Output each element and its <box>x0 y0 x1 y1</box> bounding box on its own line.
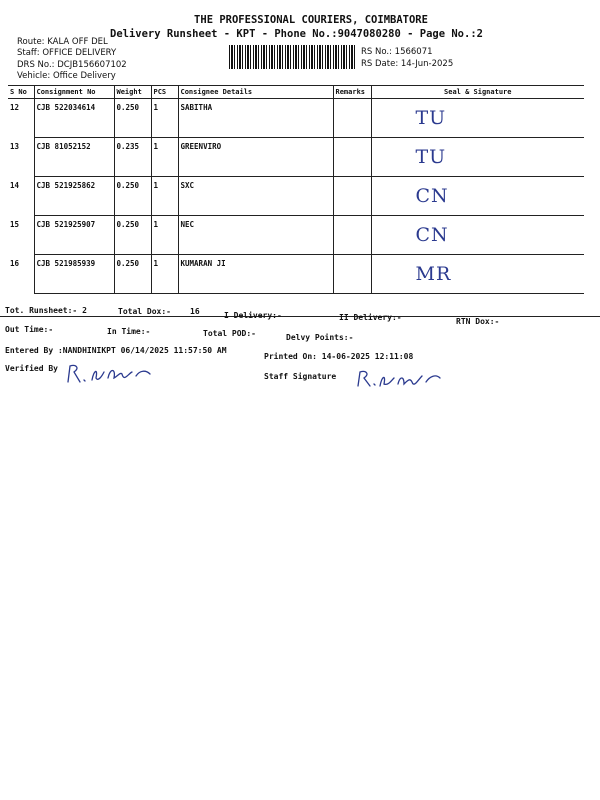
cell-sno: 15 <box>10 219 20 229</box>
cell-weight: 0.235 <box>114 138 151 177</box>
company-title: THE PROFESSIONAL COURIERS, COIMBATORE <box>194 14 428 26</box>
handwritten-signature: TU <box>415 107 447 129</box>
col-header-consignee: Consignee Details <box>178 86 333 99</box>
cell-weight: 0.250 <box>114 255 151 294</box>
cell-consignee: GREENVIRO <box>178 138 333 177</box>
in-time-label: In Time:- <box>107 327 151 336</box>
cell-weight: 0.250 <box>114 216 151 255</box>
handwritten-signature: MR <box>415 263 452 285</box>
verifier-signature-scribble <box>62 360 154 388</box>
cell-signature <box>371 177 584 216</box>
cell-sno: 12 <box>10 103 20 112</box>
cell-consignment: CJB 521985939 <box>34 255 114 294</box>
summary-divider <box>0 316 600 317</box>
cell-consignee: KUMARAN JI <box>178 255 333 294</box>
handwritten-signature: TU <box>415 146 447 168</box>
out-time-label: Out Time:- <box>5 325 54 334</box>
cell-weight: 0.250 <box>114 177 151 216</box>
rs-date: RS Date: 14-Jun-2025 <box>361 59 454 69</box>
col-header-weight: Weight <box>114 86 151 99</box>
col-header-remarks: Remarks <box>333 86 371 99</box>
total-dox-label: Total Dox:- <box>118 307 171 316</box>
cell-remarks <box>333 177 371 216</box>
first-delivery-label: I Delivery:- <box>224 311 282 320</box>
col-header-sno: S No <box>8 86 34 99</box>
total-pod-label: Total POD:- <box>203 329 256 338</box>
cell-remarks <box>333 216 371 255</box>
handwritten-signature: CN <box>415 185 449 207</box>
return-dox-label: RTN Dox:- <box>456 317 500 326</box>
staff-label: Staff: OFFICE DELIVERY <box>17 48 117 58</box>
printed-on: Printed On: 14-06-2025 12:11:08 <box>264 352 414 361</box>
table-row <box>8 216 584 255</box>
route-label: Route: KALA OFF DEL <box>17 37 108 47</box>
barcode-image <box>229 45 355 69</box>
rs-number: RS No.: 1566071 <box>361 47 433 57</box>
cell-remarks <box>333 99 371 138</box>
staff-signature-scribble <box>354 366 444 392</box>
runsheet-subtitle: Delivery Runsheet - KPT - Phone No.:9047080280 - Page No.:2 <box>110 28 483 40</box>
delivery-points-label: Delvy Points:- <box>286 333 354 342</box>
cell-signature <box>371 255 584 294</box>
col-header-signature: Seal & Signature <box>371 86 584 99</box>
cell-weight: 0.250 <box>114 99 151 138</box>
drs-number: DRS No.: DCJB156607102 <box>17 60 127 70</box>
cell-pcs: 1 <box>151 138 178 177</box>
table-row <box>8 177 584 216</box>
cell-consignment: CJB 521925862 <box>34 177 114 216</box>
cell-pcs: 1 <box>151 216 178 255</box>
handwritten-signature: CN <box>415 224 449 246</box>
total-dox-value: 16 <box>190 307 200 316</box>
cell-pcs: 1 <box>151 177 178 216</box>
cell-signature <box>371 216 584 255</box>
col-header-pcs: PCS <box>151 86 178 99</box>
cell-signature <box>371 99 584 138</box>
cell-consignment: CJB 81052152 <box>34 138 114 177</box>
col-header-consignment: Consignment No <box>34 86 114 99</box>
cell-consignee: SXC <box>178 177 333 216</box>
cell-consignment: CJB 522034614 <box>34 99 114 138</box>
entered-by: Entered By :NANDHINIKPT 06/14/2025 11:57:50 AM <box>5 346 227 355</box>
table-row <box>8 255 584 294</box>
table-row <box>8 138 584 177</box>
cell-consignment: CJB 521925907 <box>34 216 114 255</box>
staff-signature-label: Staff Signature <box>264 372 337 381</box>
cell-remarks <box>333 255 371 294</box>
cell-consignee: SABITHA <box>178 99 333 138</box>
cell-remarks <box>333 138 371 177</box>
cell-sno: 13 <box>10 141 20 151</box>
total-runsheet: Tot. Runsheet:- 2 <box>5 306 87 315</box>
cell-pcs: 1 <box>151 99 178 138</box>
table-row <box>8 99 584 138</box>
cell-sno: 16 <box>10 258 20 268</box>
vehicle-label: Vehicle: Office Delivery <box>17 71 116 81</box>
cell-sno: 14 <box>10 180 20 190</box>
cell-consignee: NEC <box>178 216 333 255</box>
cell-pcs: 1 <box>151 255 178 294</box>
delivery-table <box>8 85 584 294</box>
cell-signature <box>371 138 584 177</box>
verified-by-label: Verified By <box>5 364 58 373</box>
table-header-row <box>8 86 584 99</box>
second-delivery-label: II Delivery:- <box>339 313 402 322</box>
